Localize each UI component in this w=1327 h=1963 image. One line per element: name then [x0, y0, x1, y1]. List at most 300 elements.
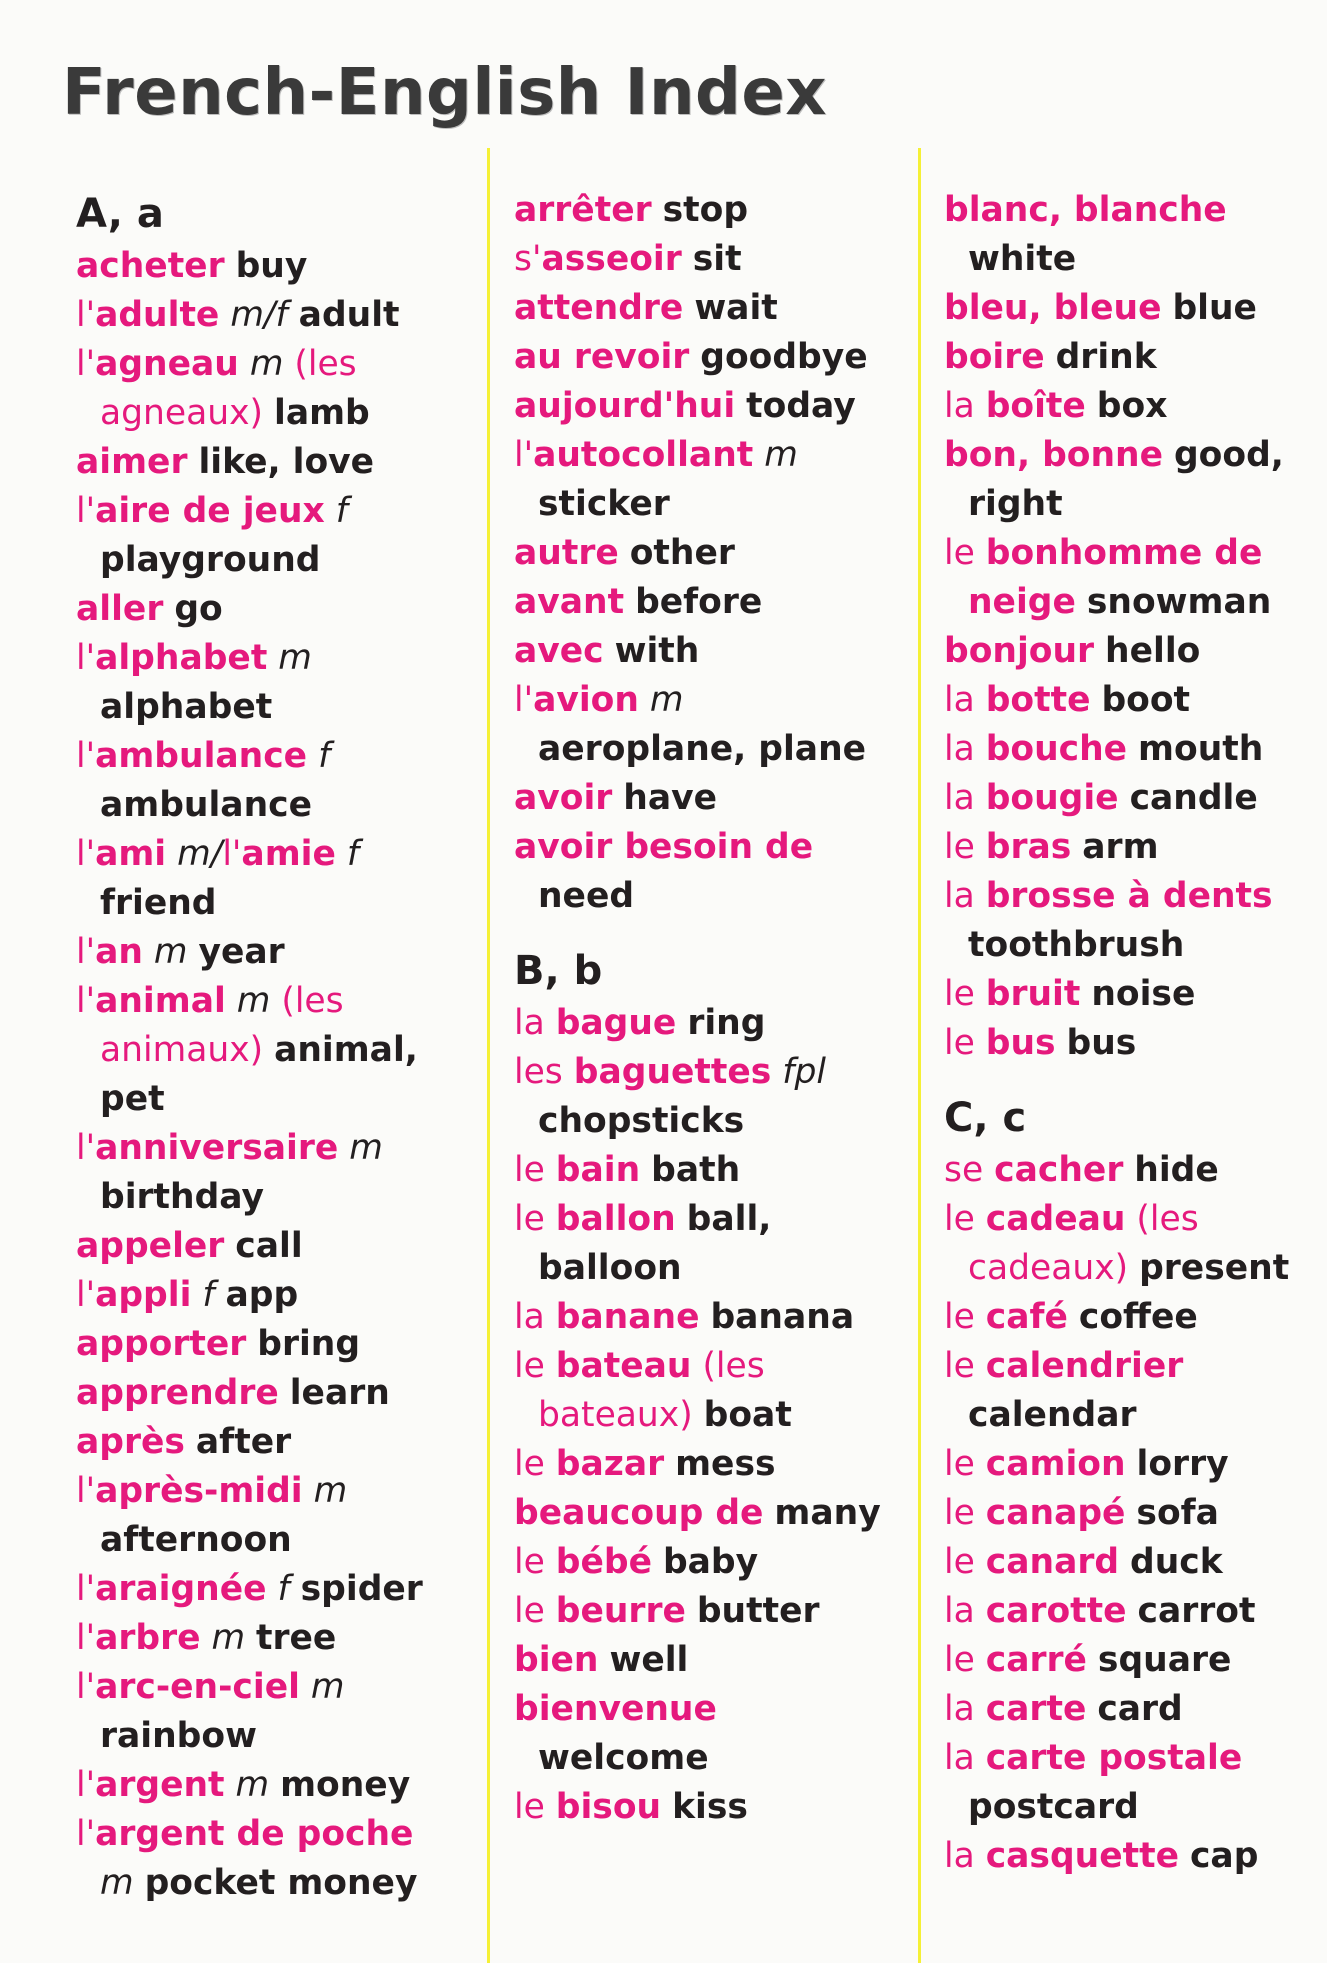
entry-article: l'	[76, 1814, 96, 1854]
entry-headword: canapé	[985, 1493, 1126, 1533]
entry-translation: wait	[694, 288, 778, 328]
entry-translation: cap	[1189, 1836, 1259, 1876]
index-entry	[944, 1019, 1314, 1068]
index-entry	[76, 1810, 456, 1908]
index-column-2	[514, 186, 894, 1832]
entry-headword: bazar	[555, 1444, 665, 1484]
entry-headword: attendre	[514, 288, 684, 328]
entry-translation: toothbrush	[968, 925, 1185, 965]
index-entry	[514, 999, 894, 1048]
entry-gender: f	[335, 491, 348, 531]
entry-translation: aeroplane, plane	[538, 729, 867, 769]
entry-translation: chopsticks	[538, 1101, 745, 1141]
entry-translation: rainbow	[100, 1716, 257, 1756]
entry-translation: noise	[1091, 974, 1196, 1014]
entry-headword: avant	[514, 582, 625, 622]
section-letter-heading: C, c	[944, 1095, 1027, 1141]
entry-gender: m	[153, 932, 188, 972]
entry-headword: bleu, bleue	[944, 288, 1162, 328]
entry-headword: agneau	[95, 344, 239, 384]
index-entry	[76, 1124, 456, 1222]
entry-headword: arc-en-ciel	[95, 1667, 300, 1707]
entry-headword: appeler	[76, 1226, 225, 1266]
entry-translation: learn	[289, 1373, 390, 1413]
entry-gender: m/f	[230, 295, 288, 335]
entry-translation: good, right	[968, 435, 1284, 524]
entry-headword: asseoir	[541, 239, 682, 279]
entry-article: se	[944, 1150, 984, 1190]
entry-gender: m	[764, 435, 798, 475]
index-entry	[514, 1783, 894, 1832]
entry-gender: f	[202, 1275, 215, 1315]
entry-article: la	[944, 1836, 975, 1876]
entry-article: le	[944, 1297, 975, 1337]
entry-translation: pocket money	[144, 1863, 418, 1903]
entry-headword: bonhomme de neige	[968, 533, 1263, 622]
entry-headword: café	[985, 1297, 1068, 1337]
entry-headword: bien	[514, 1640, 599, 1680]
index-entry	[944, 1636, 1314, 1685]
index-entry	[514, 431, 894, 529]
index-entry	[944, 1146, 1314, 1195]
entry-article: la	[944, 1689, 975, 1729]
entry-translation: square	[1097, 1640, 1232, 1680]
entry-article: s'	[514, 239, 542, 279]
entry-translation: like, love	[198, 442, 375, 482]
entry-article: le	[944, 533, 975, 573]
entry-article: l'	[76, 1765, 96, 1805]
entry-gender: m	[236, 981, 271, 1021]
index-entry	[514, 578, 894, 627]
entry-translation: snowman	[1086, 582, 1272, 622]
entry-translation: have	[623, 778, 718, 818]
index-entry	[944, 1293, 1314, 1342]
index-entry	[76, 1761, 456, 1810]
entry-headword: boîte	[985, 386, 1086, 426]
index-entry	[944, 1538, 1314, 1587]
entry-article: l'	[76, 1569, 96, 1609]
entry-headword: cadeau	[985, 1199, 1126, 1239]
entry-headword: carré	[985, 1640, 1087, 1680]
index-entry	[514, 1636, 894, 1685]
entry-article: l'	[76, 834, 96, 874]
entry-gender: m	[211, 1618, 246, 1658]
entry-translation: bring	[257, 1324, 361, 1364]
entry-headword: calendrier	[985, 1346, 1184, 1386]
entry-headword: appli	[95, 1275, 192, 1315]
entry-translation: drink	[1055, 337, 1157, 377]
entry-headword: ami	[95, 834, 167, 874]
entry-plural: (les bateaux)	[538, 1346, 765, 1435]
entry-translation: alphabet	[100, 687, 273, 727]
page-title: French-English Index	[62, 56, 827, 130]
entry-headword: avoir	[514, 778, 613, 818]
entry-translation: call	[235, 1226, 303, 1266]
entry-article: l'	[76, 1275, 96, 1315]
index-entry	[514, 1685, 894, 1783]
index-entry	[944, 676, 1314, 725]
entry-headword: camion	[985, 1444, 1126, 1484]
entry-translation: duck	[1130, 1542, 1223, 1582]
index-entry	[76, 585, 456, 634]
entry-article: le	[944, 1444, 975, 1484]
column-divider	[918, 148, 921, 1963]
index-entry	[944, 1489, 1314, 1538]
entry-translation: arm	[1082, 827, 1159, 867]
entry-article: l'	[76, 638, 96, 678]
entry-translation: welcome	[538, 1738, 709, 1778]
entry-article: le	[514, 1591, 545, 1631]
entry-article: la	[944, 1591, 975, 1631]
index-entry	[944, 529, 1314, 627]
index-entry	[944, 186, 1314, 284]
index-entry	[76, 1614, 456, 1663]
entry-translation: other	[629, 533, 735, 573]
index-entry	[76, 1222, 456, 1271]
entry-translation: app	[225, 1275, 299, 1315]
entry-translation: hide	[1134, 1150, 1219, 1190]
entry-headword: carte postale	[985, 1738, 1243, 1778]
index-entry	[514, 1489, 894, 1538]
entry-translation: mouth	[1138, 729, 1264, 769]
entry-translation: lorry	[1136, 1444, 1229, 1484]
entry-headword: bonjour	[944, 631, 1095, 671]
entry-translation: sofa	[1136, 1493, 1219, 1533]
index-entry	[76, 732, 456, 830]
index-entry	[514, 676, 894, 774]
entry-headword: aimer	[76, 442, 188, 482]
entry-gender: m/	[177, 834, 223, 874]
column-divider	[487, 148, 490, 1963]
entry-article: l'	[76, 1618, 96, 1658]
entry-gender: m	[278, 638, 312, 678]
entry-translation: sit	[692, 239, 742, 279]
entry-article: l'	[514, 680, 534, 720]
entry-headword: bus	[985, 1023, 1056, 1063]
index-entry	[514, 823, 894, 921]
entry-headword: banane	[555, 1297, 700, 1337]
entry-headword: carotte	[985, 1591, 1127, 1631]
entry-translation: tree	[256, 1618, 337, 1658]
entry-translation: present	[1139, 1248, 1290, 1288]
index-entry	[76, 928, 456, 977]
entry-article: le	[944, 827, 975, 867]
index-entry	[944, 627, 1314, 676]
index-entry	[944, 1195, 1314, 1293]
entry-translation: goodbye	[700, 337, 868, 377]
entry-headword: après-midi	[95, 1471, 303, 1511]
index-entry	[514, 627, 894, 676]
entry-translation: well	[609, 1640, 689, 1680]
index-entry	[76, 634, 456, 732]
entry-gender: m	[100, 1863, 134, 1903]
entry-translation: ambulance	[100, 785, 313, 825]
entry-plural: (les cadeaux)	[968, 1199, 1199, 1288]
index-entry	[514, 1146, 894, 1195]
entry-headword: blanc, blanche	[944, 190, 1227, 230]
index-entry	[76, 1418, 456, 1467]
entry-article: le	[514, 1444, 545, 1484]
index-entry	[944, 774, 1314, 823]
index-entry	[514, 1538, 894, 1587]
entry-headword: bisou	[555, 1787, 662, 1827]
entry-article: le	[944, 1199, 975, 1239]
index-entry	[944, 1342, 1314, 1440]
index-entry	[514, 186, 894, 235]
entry-translation: adult	[298, 295, 400, 335]
index-entry	[944, 1587, 1314, 1636]
index-entry	[514, 382, 894, 431]
entry-headword: argent	[95, 1765, 225, 1805]
entry-article: le	[514, 1199, 545, 1239]
entry-gender: fpl	[782, 1052, 826, 1092]
index-entry	[76, 487, 456, 585]
index-entry	[944, 284, 1314, 333]
index-entry	[944, 1685, 1314, 1734]
entry-translation: card	[1097, 1689, 1183, 1729]
entry-translation: today	[746, 386, 856, 426]
entry-headword: argent de poche	[95, 1814, 414, 1854]
index-entry	[76, 242, 456, 291]
entry-headword: aujourd'hui	[514, 386, 736, 426]
entry-article: le	[944, 974, 975, 1014]
entry-article: le	[944, 1542, 975, 1582]
entry-article: l'	[76, 1667, 96, 1707]
entry-translation: after	[195, 1422, 292, 1462]
entry-headword: bras	[985, 827, 1072, 867]
entry-article: l'	[76, 932, 96, 972]
section-letter-heading: A, a	[76, 191, 164, 237]
index-entry	[514, 1587, 894, 1636]
entry-article: la	[944, 680, 975, 720]
entry-headword: bougie	[985, 778, 1119, 818]
entry-translation: year	[198, 932, 285, 972]
entry-article: l'	[76, 981, 96, 1021]
entry-translation: lamb	[274, 393, 370, 433]
entry-headword: boire	[944, 337, 1045, 377]
entry-headword: aller	[76, 589, 164, 629]
entry-headword: anniversaire	[95, 1128, 339, 1168]
index-entry	[76, 340, 456, 438]
entry-headword: canard	[985, 1542, 1120, 1582]
entry-gender: m	[249, 344, 284, 384]
index-entry	[944, 725, 1314, 774]
entry-headword: botte	[985, 680, 1091, 720]
entry-article: les	[514, 1052, 563, 1092]
entry-headword: araignée	[95, 1569, 267, 1609]
entry-article: le	[944, 1640, 975, 1680]
entry-article: la	[944, 778, 975, 818]
entry-headword: arbre	[95, 1618, 201, 1658]
entry-headword: apprendre	[76, 1373, 279, 1413]
entry-gender: m	[313, 1471, 348, 1511]
entry-gender: f	[318, 736, 331, 776]
index-entry	[76, 1467, 456, 1565]
entry-translation: ring	[687, 1003, 766, 1043]
index-entry	[76, 1565, 456, 1614]
entry-translation: white	[968, 239, 1077, 279]
entry-article: la	[944, 386, 975, 426]
entry-translation: playground	[100, 540, 321, 580]
index-entry	[514, 1440, 894, 1489]
index-entry	[514, 1195, 894, 1293]
entry-headword: animal	[95, 981, 226, 1021]
index-entry	[76, 291, 456, 340]
entry-translation: boot	[1101, 680, 1191, 720]
entry-translation: blue	[1172, 288, 1257, 328]
entry-translation: bath	[651, 1150, 741, 1190]
entry-article: le	[514, 1787, 545, 1827]
entry-headword: avec	[514, 631, 604, 671]
entry-headword: bon, bonne	[944, 435, 1163, 475]
index-entry	[514, 284, 894, 333]
index-entry	[76, 977, 456, 1124]
entry-translation: kiss	[672, 1787, 748, 1827]
entry-article: l'	[514, 435, 534, 475]
index-entry	[76, 1320, 456, 1369]
entry-article: le	[514, 1346, 545, 1386]
section-letter-heading: B, b	[514, 948, 603, 994]
entry-translation: friend	[100, 883, 217, 923]
entry-article: l'	[222, 834, 242, 874]
entry-article: le	[944, 1023, 975, 1063]
entry-headword: baguettes	[573, 1052, 772, 1092]
entry-headword: autocollant	[533, 435, 754, 475]
entry-translation: stop	[662, 190, 749, 230]
entry-headword: avoir besoin de	[514, 827, 814, 867]
entry-translation: bus	[1066, 1023, 1137, 1063]
entry-headword: brosse à dents	[985, 876, 1273, 916]
entry-headword: beurre	[555, 1591, 686, 1631]
index-entry	[944, 970, 1314, 1019]
entry-translation: coffee	[1078, 1297, 1198, 1337]
entry-headword: bague	[555, 1003, 677, 1043]
index-entry	[944, 333, 1314, 382]
index-entry	[514, 1342, 894, 1440]
entry-translation: need	[538, 876, 635, 916]
entry-article: le	[944, 1493, 975, 1533]
entry-article: l'	[76, 491, 96, 531]
entry-translation: before	[635, 582, 763, 622]
entry-gender: f	[277, 1569, 290, 1609]
entry-article: la	[944, 729, 975, 769]
entry-headword: casquette	[985, 1836, 1180, 1876]
entry-translation: animal, pet	[100, 1030, 418, 1119]
entry-headword: bébé	[555, 1542, 652, 1582]
entry-translation: birthday	[100, 1177, 264, 1217]
index-entry	[944, 1734, 1314, 1832]
entry-headword: ambulance	[95, 736, 308, 776]
entry-headword: alphabet	[95, 638, 268, 678]
entry-headword: bouche	[985, 729, 1128, 769]
entry-translation: spider	[300, 1569, 423, 1609]
index-entry	[514, 1293, 894, 1342]
index-entry	[944, 1440, 1314, 1489]
index-entry	[76, 438, 456, 487]
entry-article: l'	[76, 344, 96, 384]
entry-translation: hello	[1105, 631, 1201, 671]
entry-translation: butter	[696, 1591, 820, 1631]
entry-headword: apporter	[76, 1324, 247, 1364]
entry-headword: acheter	[76, 246, 225, 286]
entry-article: le	[944, 1346, 975, 1386]
section-gap	[514, 921, 894, 943]
entry-plural: (les agneaux)	[100, 344, 357, 433]
entry-translation: box	[1096, 386, 1168, 426]
entry-article: la	[944, 876, 975, 916]
index-entry	[514, 235, 894, 284]
entry-gender: m	[235, 1765, 270, 1805]
index-entry	[76, 1369, 456, 1418]
index-entry	[514, 333, 894, 382]
entry-translation: sticker	[538, 484, 670, 524]
entry-gender: m	[649, 680, 684, 720]
entry-headword: bain	[555, 1150, 641, 1190]
entry-translation: calendar	[968, 1395, 1137, 1435]
entry-translation: candle	[1129, 778, 1258, 818]
entry-gender: m	[349, 1128, 383, 1168]
entry-article: le	[514, 1542, 545, 1582]
section-gap	[944, 1068, 1314, 1090]
entry-article: la	[514, 1003, 545, 1043]
entry-translation: money	[280, 1765, 411, 1805]
entry-headword: cacher	[994, 1150, 1124, 1190]
index-column-3	[944, 186, 1314, 1881]
entry-headword: aire de jeux	[95, 491, 325, 531]
entry-headword: beaucoup de	[514, 1493, 764, 1533]
index-entry	[514, 1048, 894, 1146]
entry-article: l'	[76, 736, 96, 776]
entry-article: l'	[76, 1471, 96, 1511]
entry-headword: amie	[241, 834, 336, 874]
index-entry	[944, 823, 1314, 872]
entry-headword: adulte	[95, 295, 220, 335]
index-entry	[76, 1663, 456, 1761]
entry-translation: postcard	[968, 1787, 1139, 1827]
entry-plural: (les animaux)	[100, 981, 344, 1070]
entry-translation: banana	[710, 1297, 855, 1337]
entry-headword: arrêter	[514, 190, 652, 230]
index-column-1	[76, 186, 456, 1908]
entry-headword: ballon	[555, 1199, 676, 1239]
index-entry	[76, 1271, 456, 1320]
index-entry	[944, 382, 1314, 431]
entry-headword: après	[76, 1422, 185, 1462]
entry-article: la	[514, 1297, 545, 1337]
entry-headword: an	[95, 932, 143, 972]
entry-headword: autre	[514, 533, 619, 573]
entry-translation: buy	[235, 246, 308, 286]
entry-translation: afternoon	[100, 1520, 292, 1560]
entry-gender: m	[310, 1667, 345, 1707]
entry-translation: with	[614, 631, 700, 671]
entry-translation: many	[774, 1493, 881, 1533]
entry-gender: f	[346, 834, 360, 874]
entry-article: l'	[76, 295, 96, 335]
entry-translation: ball, balloon	[538, 1199, 772, 1288]
entry-translation: go	[174, 589, 223, 629]
entry-translation: mess	[675, 1444, 776, 1484]
entry-headword: bruit	[985, 974, 1081, 1014]
entry-headword: bienvenue	[514, 1689, 717, 1729]
index-entry	[944, 1832, 1314, 1881]
entry-article: la	[944, 1738, 975, 1778]
entry-translation: boat	[703, 1395, 792, 1435]
entry-headword: bateau	[555, 1346, 692, 1386]
index-entry	[76, 830, 456, 928]
index-entry	[514, 529, 894, 578]
entry-translation: carrot	[1137, 1591, 1256, 1631]
